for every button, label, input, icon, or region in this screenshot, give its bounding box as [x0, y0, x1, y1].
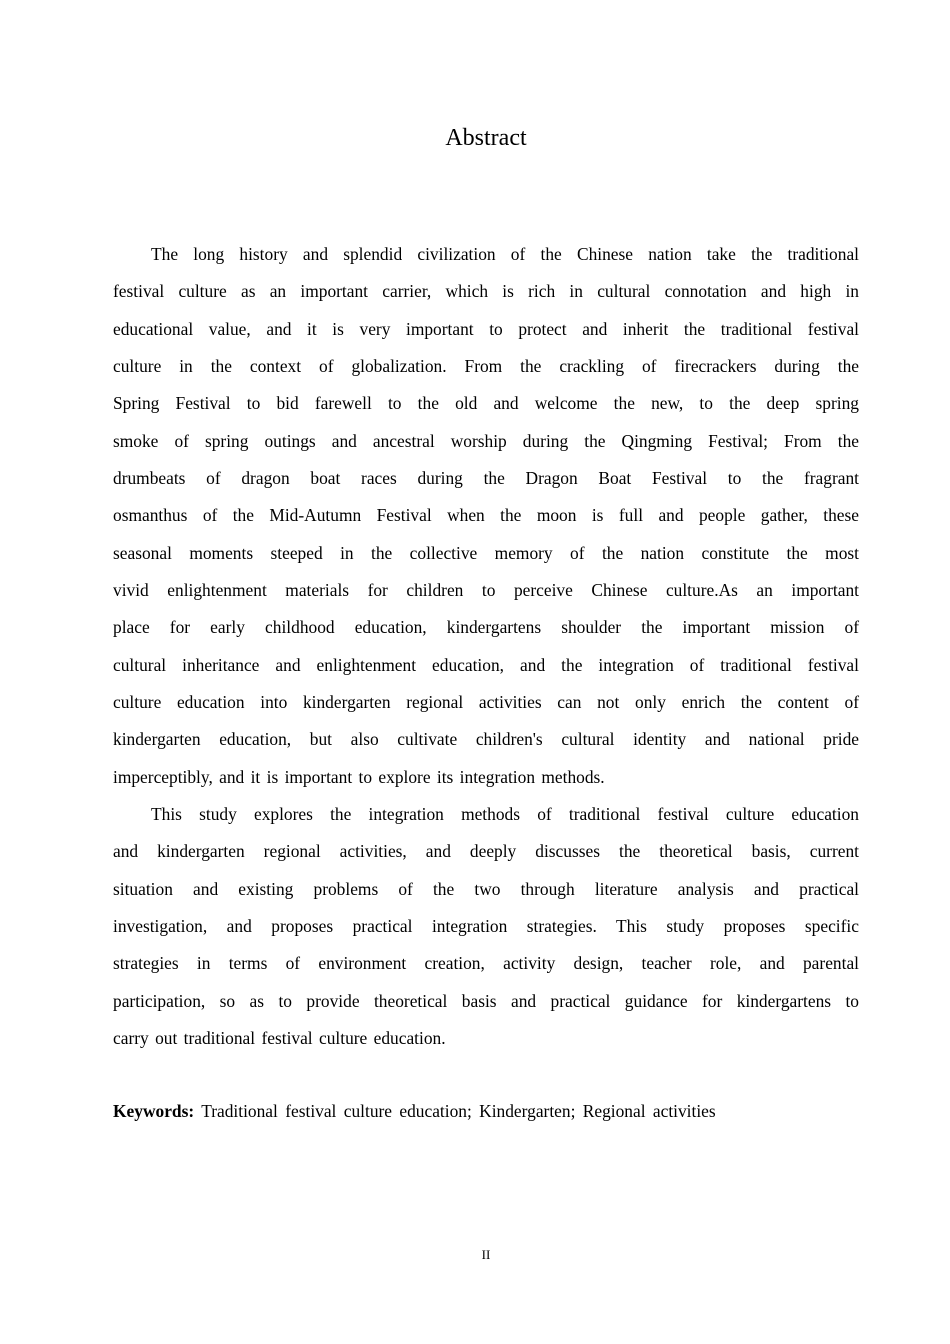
- keywords-value: Traditional festival culture education; Kindergarten; Regional activities: [201, 1101, 716, 1121]
- text-line: strategies in terms of environment creation, activity design, teacher role, and parental: [113, 953, 859, 974]
- text-line: kindergarten education, but also cultivate children's cultural identity and national pride: [113, 729, 859, 750]
- keywords-label: Keywords:: [113, 1101, 195, 1121]
- text-line: carry out traditional festival culture education.: [113, 1028, 446, 1049]
- text-line: imperceptibly, and it is important to explore its integration methods.: [113, 766, 605, 787]
- text-line: festival culture as an important carrier, which is rich in cultural connotation and high in: [113, 281, 859, 302]
- text-line: smoke of spring outings and ancestral worship during the Qingming Festival; From the: [113, 430, 859, 451]
- text-line: educational value, and it is very important to protect and inherit the traditional festival: [113, 318, 859, 339]
- text-line: cultural inheritance and enlightenment education, and the integration of traditional festival: [113, 654, 859, 675]
- text-line: This study explores the integration methods of traditional festival culture education: [151, 804, 859, 824]
- text-line: seasonal moments steeped in the collective memory of the nation constitute the most: [113, 542, 859, 563]
- text-line: situation and existing problems of the two through literature analysis and practical: [113, 878, 859, 899]
- text-line: culture in the context of globalization. From the crackling of firecrackers during the: [113, 356, 859, 377]
- text-line: drumbeats of dragon boat races during the Dragon Boat Festival to the fragrant: [113, 468, 859, 489]
- text-line: The long history and splendid civilization of the Chinese nation take the traditional: [151, 244, 859, 264]
- text-line: and kindergarten regional activities, and deeply discusses the theoretical basis, current: [113, 841, 859, 862]
- text-line: investigation, and proposes practical integration strategies. This study proposes specific: [113, 916, 859, 937]
- page-title: Abstract: [445, 125, 527, 151]
- text-line: vivid enlightenment materials for children to perceive Chinese culture.As an important: [113, 580, 859, 601]
- keywords-line: [113, 1097, 716, 1125]
- abstract-paragraph-1: [113, 236, 859, 796]
- page-number: II: [481, 1247, 491, 1262]
- text-line: Spring Festival to bid farewell to the old and welcome the new, to the deep spring: [113, 393, 859, 414]
- abstract-paragraph-2: [113, 796, 859, 1057]
- text-line: osmanthus of the Mid-Autumn Festival when the moon is full and people gather, these: [113, 505, 859, 526]
- text-line: place for early childhood education, kindergartens shoulder the important mission of: [113, 617, 859, 638]
- text-line: culture education into kindergarten regional activities can not only enrich the content of: [113, 692, 859, 713]
- text-line: participation, so as to provide theoretical basis and practical guidance for kindergartens to: [113, 990, 859, 1011]
